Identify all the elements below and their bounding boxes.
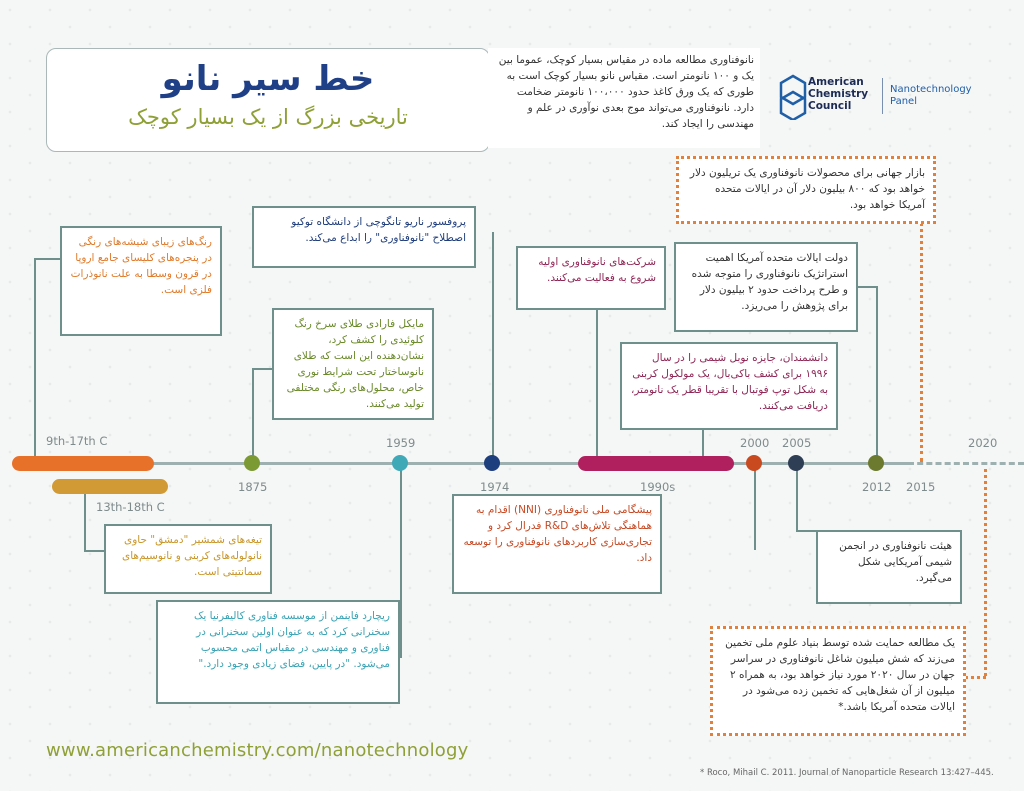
event-1996: دانشمندان، جایزه نوبل شیمی را در سال ۱۹۹۶ برای کشف باکی‌بال، یک مولکول کربنی به شکل توپ فوتبال با تقریبا قطر یک نانومتر، دریافت می‌کنند. <box>620 342 838 430</box>
event-2012: دولت ایالات متحده آمریکا اهمیت استراتژیک نانوفناوری را متوجه شده و طرح پرداخت حدود ۲ بیلیون دلار برای پژوهش را می‌ریزد. <box>674 242 858 332</box>
dot-2000 <box>746 455 762 471</box>
logo-panel-line2: Panel <box>890 96 917 107</box>
year-label-2012: 2012 <box>862 480 892 494</box>
logo-panel-line1: Nanotechnology <box>890 84 972 95</box>
connector-9th <box>34 258 36 456</box>
connector-13th <box>84 492 86 550</box>
logo-divider <box>882 78 883 114</box>
connector-2000 <box>754 470 756 550</box>
year-label-9th: 9th-17th C <box>46 434 108 448</box>
logo-name <box>808 76 868 112</box>
event-9th-17th: رنگ‌های زیبای شیشه‌های رنگی در پنجره‌های کلیسای جامع اروپا در قرون وسطا به علت نانوذرات فلزی است. <box>60 226 222 336</box>
event-13th-18th: تیغه‌های شمشیر "دمشق" حاوی نانولوله‌های کربنی و نانوسیم‌های سمانتیتی است. <box>104 524 272 594</box>
page-subtitle: تاریخی بزرگ از یک بسیار کوچک <box>128 105 408 129</box>
dot-1959 <box>392 455 408 471</box>
website-url: www.americanchemistry.com/nanotechnology <box>46 740 469 761</box>
event-2020: یک مطالعه حمایت شده توسط بنیاد علوم ملی تخمین می‌زند که شش میلیون شاغل نانوفناوری در سراسر جهان در سال ۲۰۲۰ مورد نیاز خواهد بود، به همراه ۲ میلیون از آن شغل‌هایی که تخمین زده می‌شود در ایالات متحده آمریکا باشد.* <box>710 626 966 736</box>
year-label-2005: 2005 <box>782 436 812 450</box>
connector-2005-h <box>796 530 816 532</box>
connector-2015 <box>920 186 923 462</box>
page-title: خط سیر نانو <box>161 59 375 99</box>
event-nni: پیشگامی ملی نانوفناوری (NNI) اقدام به هماهنگی تلاش‌های R&D فدرال کرد و تجاری‌سازی کاربردهای نانوفناوری را توسعه داد. <box>452 494 662 594</box>
footnote: * Roco, Mihail C. 2011. Journal of Nanoparticle Research 13:427–445. <box>700 768 994 778</box>
event-2005: هیئت نانوفناوری در انجمن شیمی آمریکایی شکل می‌گیرد. <box>816 530 962 604</box>
logo-name-line3: Council <box>808 100 852 112</box>
logo-name-line2: Chemistry <box>808 88 869 100</box>
logo-name-line1: American <box>808 76 864 88</box>
event-1990s: شرکت‌های نانوفناوری اولیه شروع به فعالیت می‌کنند. <box>516 246 666 310</box>
year-label-2020: 2020 <box>968 436 998 450</box>
connector-2012-h <box>856 286 878 288</box>
connector-2020 <box>984 462 987 676</box>
bar-1990s <box>578 456 734 471</box>
year-label-2015: 2015 <box>906 480 936 494</box>
connector-1996 <box>702 428 704 456</box>
year-label-1990s: 1990s <box>640 480 676 494</box>
event-1875: مایکل فارادی طلای سرخ رنگ کلوئیدی را کشف کرد، نشان‌دهنده این است که طلای نانوساختار تحت شرایط نوری خاص، محلول‌های رنگی مختلفی تولید می‌کنند. <box>272 308 434 420</box>
timeline-axis-future <box>908 462 1024 465</box>
connector-13th-h <box>84 550 106 552</box>
bar-9th-17th <box>12 456 154 471</box>
year-label-2000: 2000 <box>740 436 770 450</box>
connector-1875 <box>252 368 254 456</box>
event-2015: بازار جهانی برای محصولات نانوفناوری یک تریلیون دلار خواهد بود که ۸۰۰ بیلیون دلار آن در ایالات متحده آمریکا خواهد بود. <box>676 156 936 224</box>
year-label-1974: 1974 <box>480 480 510 494</box>
connector-9th-h <box>34 258 62 260</box>
dot-1974 <box>484 455 500 471</box>
dot-2005 <box>788 455 804 471</box>
connector-1959 <box>400 470 402 658</box>
dot-2012 <box>868 455 884 471</box>
connector-2005 <box>796 470 798 530</box>
title-card <box>46 48 490 152</box>
year-label-1959: 1959 <box>386 436 416 450</box>
connector-2012 <box>876 286 878 456</box>
hexagon-logo-icon <box>778 74 808 120</box>
year-label-1875: 1875 <box>238 480 268 494</box>
bar-13th-18th <box>52 479 168 494</box>
intro-text: نانوفناوری مطالعه ماده در مقیاس بسیار کوچک، عموما بین یک و ۱۰۰ نانومتر است. مقیاس نانو بسیار کوچک است به طوری که یک ورق کاغذ حدود ۱۰۰،۰۰۰ نانومتر ضخامت دارد. نانوفناوری می‌تواند موج بعدی نوآوری در علم و مهندسی را ایجاد کند. <box>488 48 760 148</box>
dot-1875 <box>244 455 260 471</box>
connector-1875-h <box>252 368 274 370</box>
event-1974: پروفسور ناریو تانگوچی از دانشگاه توکیو اصطلاح "نانوفناوری" را ابداع می‌کند. <box>252 206 476 268</box>
event-1959: ریچارد فاینمن از موسسه فناوری کالیفرنیا یک سخنرانی کرد که به عنوان اولین سخنرانی در فناوری و مهندسی در مقیاس اتمی محسوب می‌شود. "در پایین، فضای زیادی وجود دارد." <box>156 600 400 704</box>
connector-1974 <box>492 232 494 456</box>
acc-logo <box>778 74 978 124</box>
logo-panel <box>890 84 972 108</box>
year-label-13th: 13th-18th C <box>96 500 165 514</box>
